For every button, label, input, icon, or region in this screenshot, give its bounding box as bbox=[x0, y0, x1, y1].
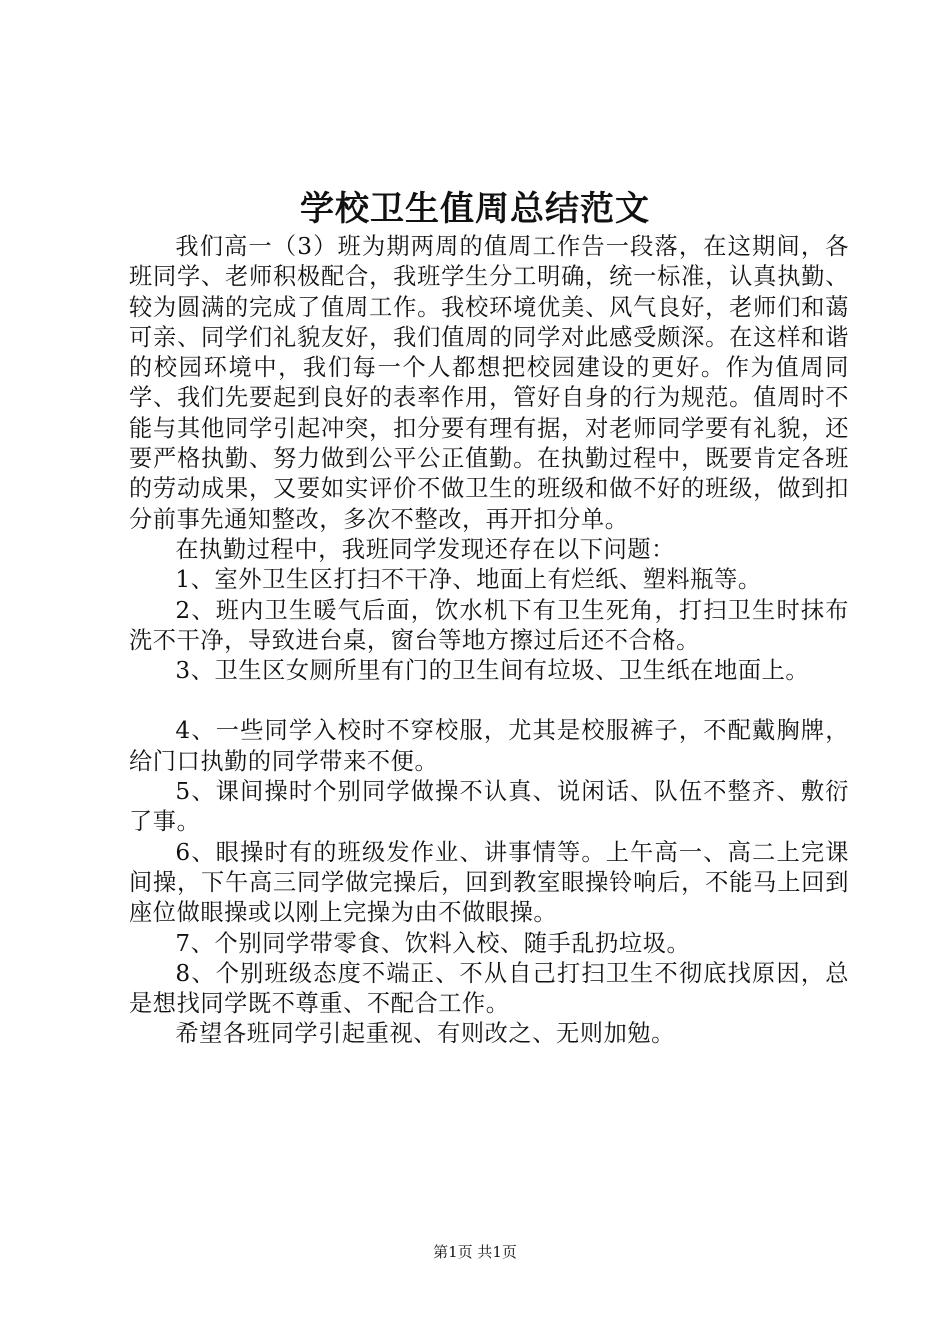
paragraph-issue-8: 8、个别班级态度不端正、不从自己打扫卫生不彻底找原因，总是想找同学既不尊重、不配合工作。 bbox=[129, 959, 849, 1018]
paragraph-issue-6: 6、眼操时有的班级发作业、讲事情等。上午高一、高二上完课间操，下午高三同学做完操后，回到教室眼操铃响后，不能马上回到座位做眼操或以刚上完操为由不做眼操。 bbox=[129, 838, 849, 927]
paragraph-issue-5: 5、课间操时个别同学做操不认真、说闲话、队伍不整齐、敷衍了事。 bbox=[129, 778, 849, 836]
paragraph-closing: 希望各班同学引起重视、有则改之、无则加勉。 bbox=[175, 1020, 675, 1048]
document-body bbox=[129, 232, 849, 1050]
paragraph-issues-intro: 在执勤过程中，我班同学发现还存在以下问题： bbox=[175, 535, 675, 563]
paragraph-issue-7: 7、个别同学带零食、饮料入校、随手乱扔垃圾。 bbox=[175, 929, 691, 957]
paragraph-issue-1: 1、室外卫生区打扫不干净、地面上有烂纸、塑料瓶等。 bbox=[175, 566, 762, 594]
paragraph-intro: 我们高一（3）班为期两周的值周工作告一段落，在这期间，各班同学、老师积极配合，我班学生分工明确，统一标准，认真执勤、较为圆满的完成了值周工作。我校环境优美、风气良好，老师们和蔼可亲、同学们礼貌友好，我们值周的同学对此感受颇深。在这样和谐的校园环境中，我们每一个人都想把校园建设的更好。作为值周同学、我们先要起到良好的表率作用，管好自身的行为规范。值周时不能与其他同学引起冲突，扣分要有理有据，对老师同学要有礼貌，还要严格执勤、努力做到公平公正值勤。在执勤过程中，既要肯定各班的劳动成果，又要如实评价不做卫生的班级和做不好的班级，做到扣分前事先通知整改，多次不整改，再开扣分单。 bbox=[129, 233, 849, 533]
paragraph-issue-3: 3、卫生区女厕所里有门的卫生间有垃圾、卫生纸在地面上。 bbox=[175, 657, 810, 685]
paragraph-issue-4: 4、一些同学入校时不穿校服，尤其是校服裤子，不配戴胸牌，给门口执勤的同学带来不便。 bbox=[129, 717, 849, 775]
paragraph-issue-2: 2、班内卫生暖气后面，饮水机下有卫生死角，打扫卫生时抹布洗不干净，导致进台桌，窗台等地方擦过后还不合格。 bbox=[129, 596, 849, 654]
page-footer: 第1页 共1页 bbox=[433, 1243, 517, 1261]
document-title: 学校卫生值周总结范文 bbox=[300, 189, 650, 229]
